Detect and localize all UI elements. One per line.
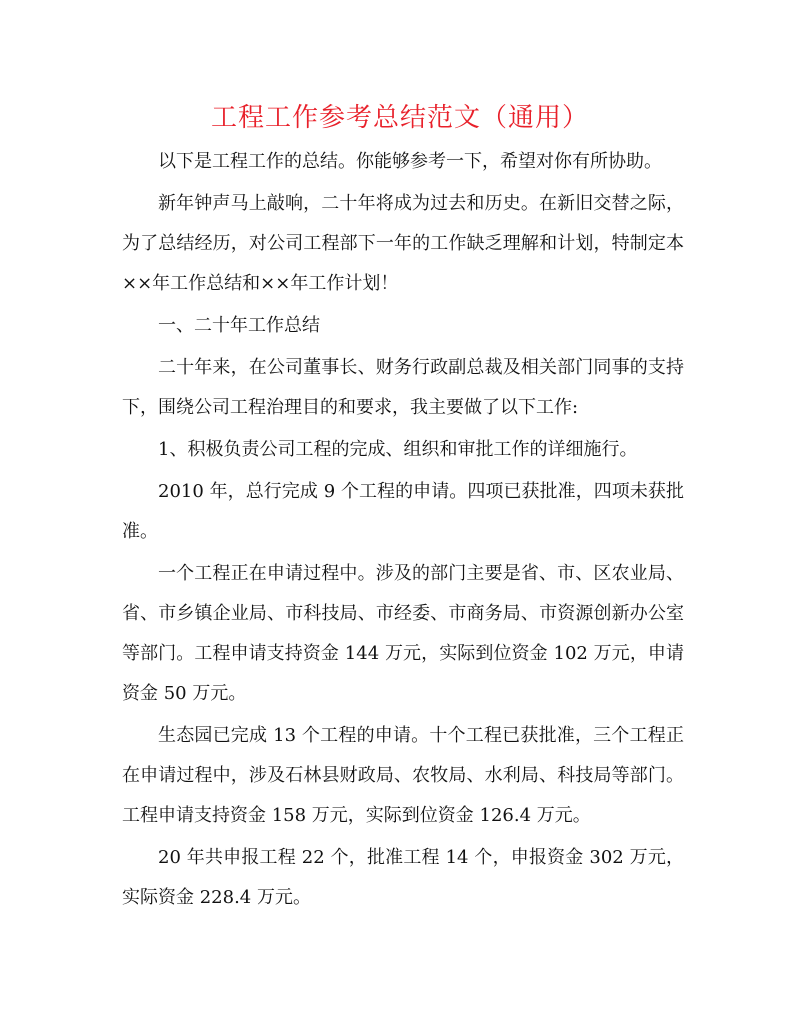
- paragraph-totals: 20 年共申报工程 22 个，批准工程 14 个，申报资金 302 万元，实际资金 228.4 万元。: [122, 847, 684, 908]
- paragraph-eco-park: 生态园已完成 13 个工程的申请。十个工程已获批准，三个工程正在申请过程中，涉及石林县财政局、农牧局、水利局、科技局等部门。工程申请支持资金 158 万元，实际到位资金 126.4 万元。: [122, 725, 684, 826]
- section-heading-summary: 一、二十年工作总结: [158, 315, 320, 336]
- list-item-1: 1、积极负责公司工程的完成、组织和审批工作的详细施行。: [158, 439, 638, 460]
- paragraph-departments: 一个工程正在申请过程中。涉及的部门主要是省、市、区农业局、省、市乡镇企业局、市科技局、市经委、市商务局、市资源创新办公室等部门。工程申请支持资金 144 万元，实际到位资金 102 万元，申请资金 50 万元。: [122, 563, 684, 704]
- document-title: 工程工作参考总结范文（通用）: [210, 103, 589, 133]
- paragraph-overview: 二十年来，在公司董事长、财务行政副总裁及相关部门同事的支持下，围绕公司工程治理目的和要求，我主要做了以下工作:: [122, 357, 684, 418]
- paragraph-new-year: 新年钟声马上敲响，二十年将成为过去和历史。在新旧交替之际，为了总结经历，对公司工程部下一年的工作缺乏理解和计划，特制定本××年工作总结和××年工作计划！: [122, 193, 684, 294]
- paragraph-intro: 以下是工程工作的总结。你能够参考一下，希望对你有所协助。: [158, 151, 662, 172]
- paragraph-2010: 2010 年，总行完成 9 个工程的申请。四项已获批准，四项未获批准。: [122, 481, 684, 542]
- document-body: [122, 142, 684, 918]
